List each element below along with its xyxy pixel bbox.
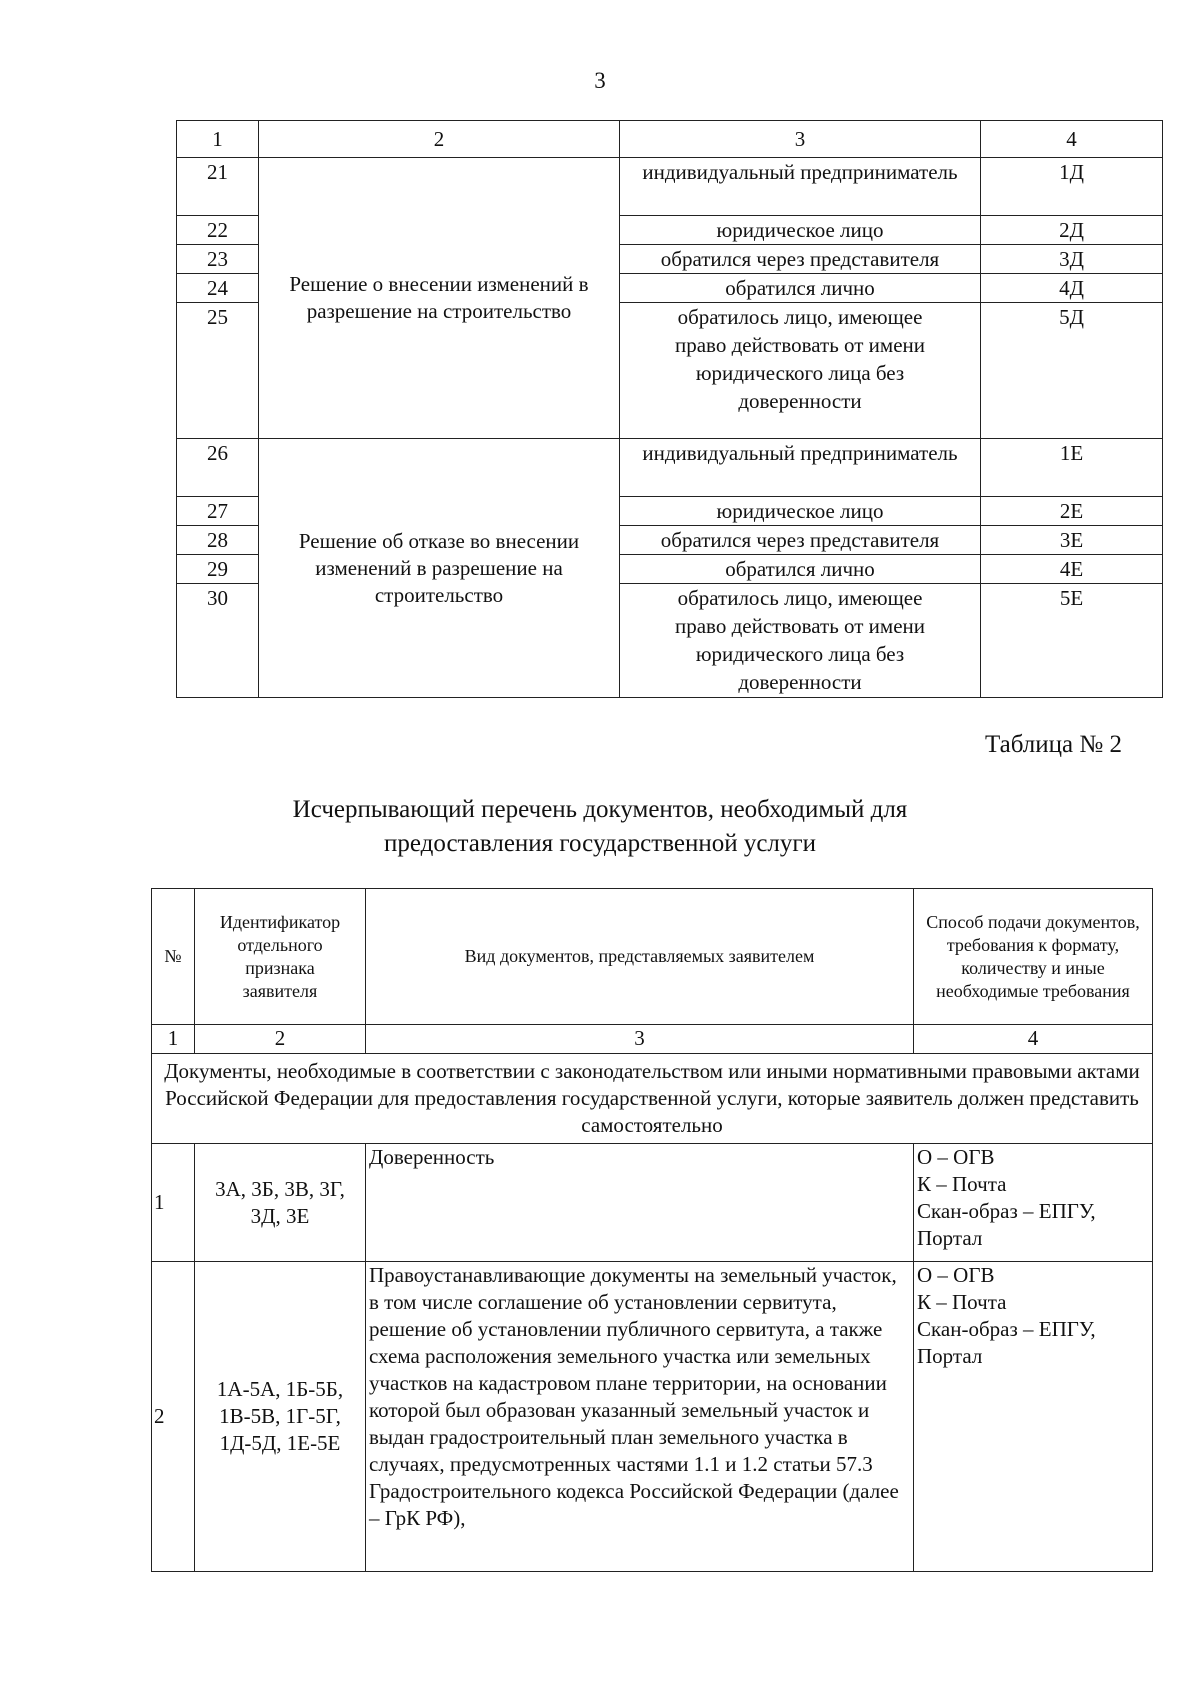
row-number: 22 <box>177 216 259 245</box>
header-method: Способ подачи документов, требования к формату, количеству и иные необходимые требования <box>914 889 1153 1025</box>
code-cell: 1Е <box>981 439 1163 497</box>
applicant-cell: юридическое лицо <box>620 497 981 526</box>
column-number-row <box>152 1025 1153 1054</box>
code-cell: 4Е <box>981 555 1163 584</box>
row-number: 30 <box>177 584 259 698</box>
applicant-cell: обратился лично <box>620 555 981 584</box>
decision-cell: Решение об отказе во внесении изменений в разрешение на строительство <box>259 439 620 698</box>
applicant-cell: обратилось лицо, имеющее право действовать от имени юридического лица без доверенности <box>620 584 981 698</box>
identifier-cell: 1А-5А, 1Б-5Б, 1В-5В, 1Г-5Г, 1Д-5Д, 1Е-5Е <box>195 1262 366 1572</box>
column-number: 4 <box>914 1025 1153 1054</box>
applicant-cell: индивидуальный предприниматель <box>620 439 981 497</box>
table-row <box>152 1144 1153 1262</box>
header-cell: 2 <box>259 121 620 158</box>
method-line: К – Почта <box>917 1290 1007 1314</box>
method-cell <box>914 1262 1153 1572</box>
table-title-line: предоставления государственной услуги <box>383 830 817 857</box>
table-title <box>0 793 1200 861</box>
method-line: О – ОГВ <box>917 1263 995 1287</box>
row-number: 23 <box>177 245 259 274</box>
applicant-cell: обратилось лицо, имеющее право действовать от имени юридического лица без доверенности <box>620 303 981 439</box>
row-number: 26 <box>177 439 259 497</box>
applicant-cell: обратился через представителя <box>620 526 981 555</box>
header-doc-type: Вид документов, представляемых заявителем <box>366 889 914 1025</box>
code-cell: 4Д <box>981 274 1163 303</box>
table-title-line: Исчерпывающий перечень документов, необходимый для <box>292 796 908 823</box>
applicant-cell: индивидуальный предприниматель <box>620 158 981 216</box>
header-identifier: Идентификатор отдельного признака заявителя <box>195 889 366 1025</box>
method-line: Скан-образ – ЕПГУ, Портал <box>917 1317 1096 1368</box>
identifier-cell: 3А, 3Б, 3В, 3Г, 3Д, 3Е <box>195 1144 366 1262</box>
code-cell: 5Е <box>981 584 1163 698</box>
header-cell: 3 <box>620 121 981 158</box>
method-line: О – ОГВ <box>917 1145 995 1169</box>
page-number: 3 <box>594 68 606 93</box>
applicant-cell: обратился через представителя <box>620 245 981 274</box>
document-cell: Доверенность <box>366 1144 914 1262</box>
row-number: 21 <box>177 158 259 216</box>
row-number: 2 <box>152 1262 195 1572</box>
code-cell: 2Е <box>981 497 1163 526</box>
column-number: 1 <box>152 1025 195 1054</box>
section-heading: Документы, необходимые в соответствии с законодательством или иными нормативными правовыми актами Российской Федерации для предоставления государственной услуги, которые заявитель должен представить самостоятельно <box>152 1054 1153 1144</box>
table-header-row <box>152 889 1153 1025</box>
column-number: 2 <box>195 1025 366 1054</box>
row-number: 24 <box>177 274 259 303</box>
row-number: 28 <box>177 526 259 555</box>
row-number: 27 <box>177 497 259 526</box>
table-row <box>177 158 1163 216</box>
method-line: К – Почта <box>917 1172 1007 1196</box>
applicant-attributes-table <box>176 120 1163 698</box>
row-number: 25 <box>177 303 259 439</box>
header-cell: 1 <box>177 121 259 158</box>
document-cell: Правоустанавливающие документы на земельный участок, в том числе соглашение об установлении сервитута, решение об установлении публичного сервитута, а также схема расположения земельного участка или земельных участков на кадастровом плане территории, на основании которой был образован указанный земельный участок и выдан градостроительный план земельного участка в случаях, предусмотренных частями 1.1 и 1.2 статьи 57.3 Градостроительного кодекса Российской Федерации (далее – ГрК РФ), <box>366 1262 914 1572</box>
decision-cell: Решение о внесении изменений в разрешение на строительство <box>259 158 620 439</box>
header-no: № <box>152 889 195 1025</box>
header-cell: 4 <box>981 121 1163 158</box>
applicant-cell: обратился лично <box>620 274 981 303</box>
row-number: 1 <box>152 1144 195 1262</box>
table-header-row <box>177 121 1163 158</box>
code-cell: 5Д <box>981 303 1163 439</box>
code-cell: 1Д <box>981 158 1163 216</box>
documents-table <box>151 888 1153 1572</box>
code-cell: 3Д <box>981 245 1163 274</box>
code-cell: 2Д <box>981 216 1163 245</box>
column-number: 3 <box>366 1025 914 1054</box>
table-row <box>177 439 1163 497</box>
row-number: 29 <box>177 555 259 584</box>
table-label: Таблица № 2 <box>984 731 1122 758</box>
table-row <box>152 1262 1153 1572</box>
applicant-cell: юридическое лицо <box>620 216 981 245</box>
section-row <box>152 1054 1153 1144</box>
code-cell: 3Е <box>981 526 1163 555</box>
method-cell <box>914 1144 1153 1262</box>
method-line: Скан-образ – ЕПГУ, Портал <box>917 1199 1096 1250</box>
